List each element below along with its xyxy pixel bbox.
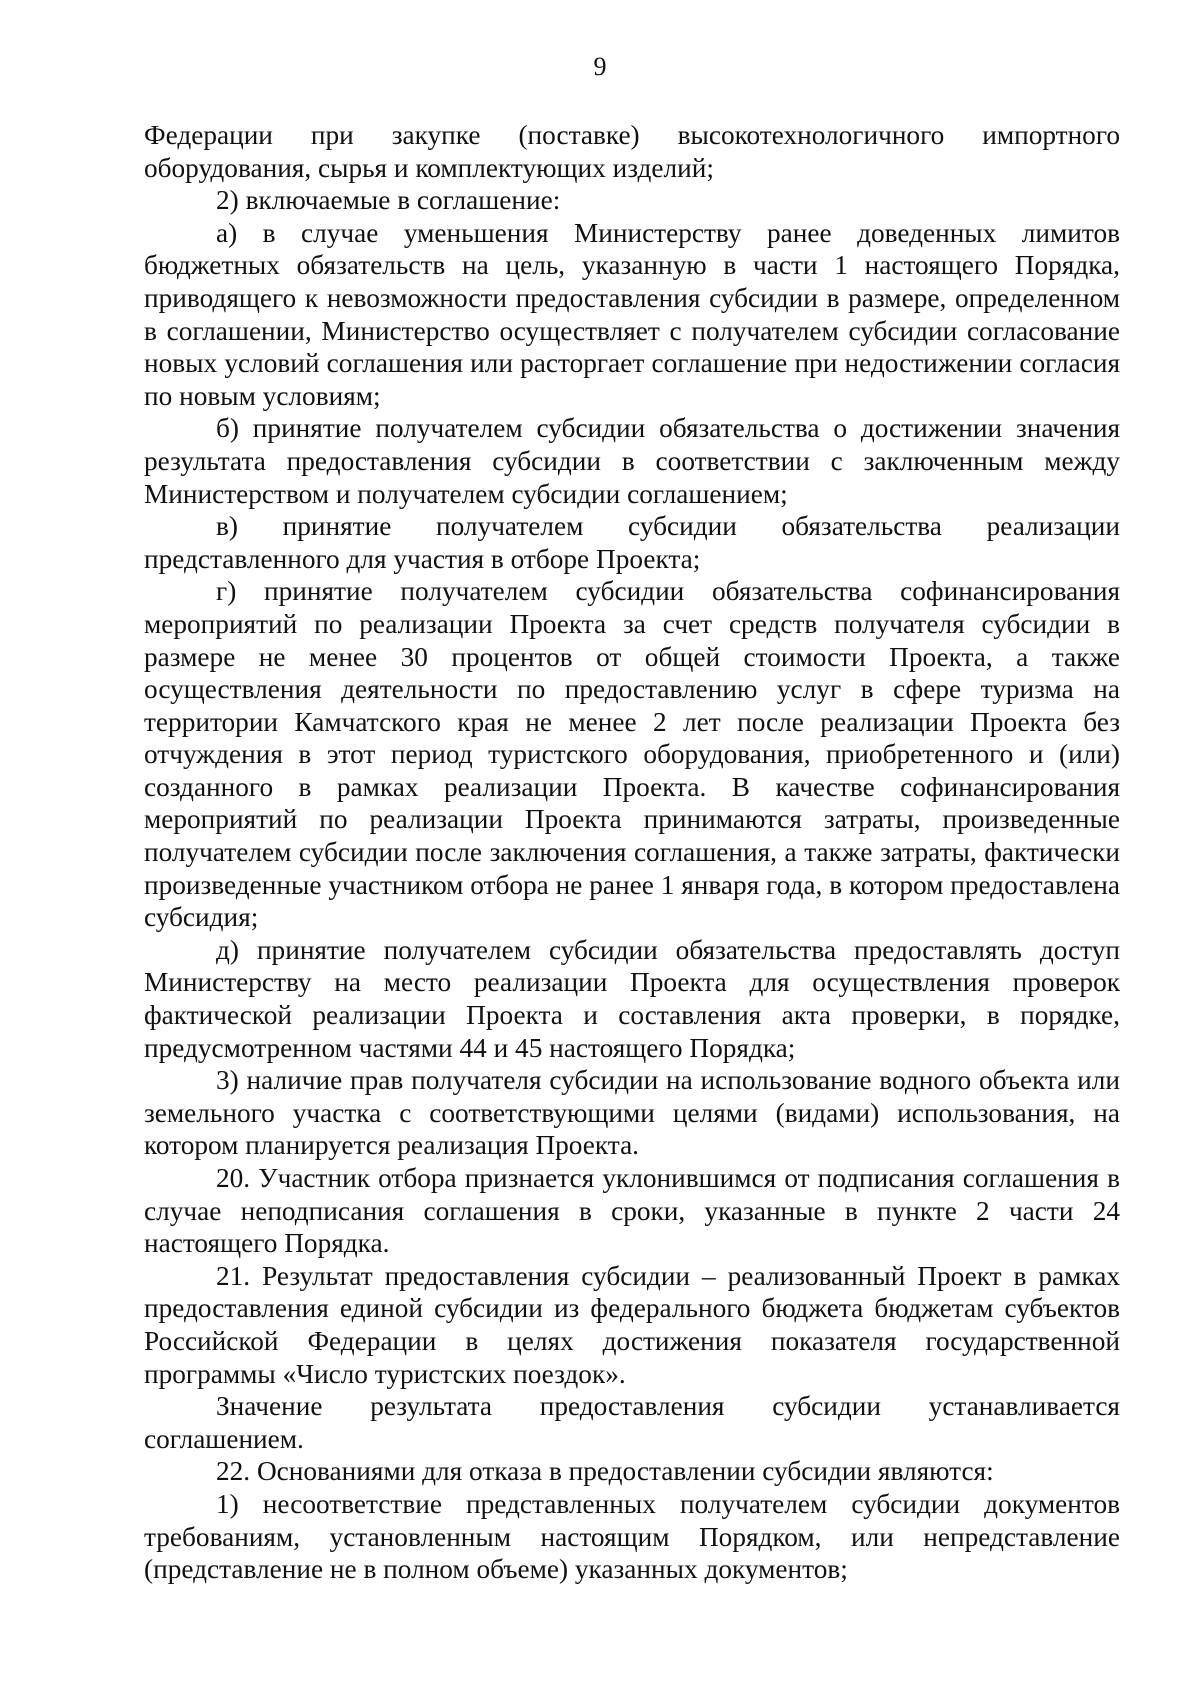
page-number: 9 — [593, 52, 607, 81]
paragraph: 21. Результат предоставления субсидии – реализованный Проект в рамках предоставления единой субсидии из федерального бюджета бюджетам субъектов Российской Федерации в целях достижения показателя государственной программы «Число туристских поездок». — [144, 1260, 1120, 1389]
paragraph: 20. Участник отбора признается уклонившимся от подписания соглашения в случае неподписания соглашения в сроки, указанные в пункте 2 части 24 настоящего Порядка. — [144, 1163, 1120, 1259]
paragraph: г) принятие получателем субсидии обязательства софинансирования мероприятий по реализации Проекта за счет средств получателя субсидии в размере не менее 30 процентов от общей стоимости Проекта, а также осуществления деятельности по предоставлению услуг в сфере туризма на территории Камчатского края не менее 2 лет после реализации Проекта без отчуждения в этот период туристского оборудования, приобретенного и (или) созданного в рамках реализации Проекта. В качестве софинансирования мероприятий по реализации Проекта принимаются затраты, произведенные получателем субсидии после заключения соглашения, а также затраты, фактически произведенные участником отбора не ранее 1 января года, в котором предоставлена субсидия; — [144, 576, 1120, 933]
paragraph: 2) включаемые в соглашение: — [216, 185, 561, 216]
paragraph: Значение результата предоставления субсидии устанавливается соглашением. — [144, 1391, 1120, 1454]
paragraph: в) принятие получателем субсидии обязательства реализации представленного для участия в отборе Проекта; — [144, 511, 1120, 574]
paragraph: д) принятие получателем субсидии обязательства предоставлять доступ Министерству на место реализации Проекта для осуществления проверок фактической реализации Проекта и составления акта проверки, в порядке, предусмотренном частями 44 и 45 настоящего Порядка; — [144, 934, 1120, 1063]
paragraph: 3) наличие прав получателя субсидии на использование водного объекта или земельного участка с соответствующими целями (видами) использования, на котором планируется реализация Проекта. — [144, 1065, 1120, 1161]
paragraph: 1) несоответствие представленных получателем субсидии документов требованиям, установленным настоящим Порядком, или непредставление (представление не в полном объеме) указанных документов; — [144, 1488, 1120, 1585]
paragraph: а) в случае уменьшения Министерству ранее доведенных лимитов бюджетных обязательств на цель, указанную в части 1 настоящего Порядка, приводящего к невозможности предоставления субсидии в размере, определенном в соглашении, Министерство осуществляет с получателем субсидии согласование новых условий соглашения или расторгает соглашение при недостижении согласия по новым условиям; — [144, 217, 1120, 411]
paragraph: 22. Основаниями для отказа в предоставлении субсидии являются: — [216, 1456, 994, 1487]
document-body — [144, 119, 1120, 1586]
paragraph: б) принятие получателем субсидии обязательства о достижении значения результата предоставления субсидии в соответствии с заключенным между Министерством и получателем субсидии соглашением; — [144, 413, 1120, 509]
paragraph: Федерации при закупке (поставке) высокотехнологичного импортного оборудования, сырья и комплектующих изделий; — [144, 120, 1120, 183]
